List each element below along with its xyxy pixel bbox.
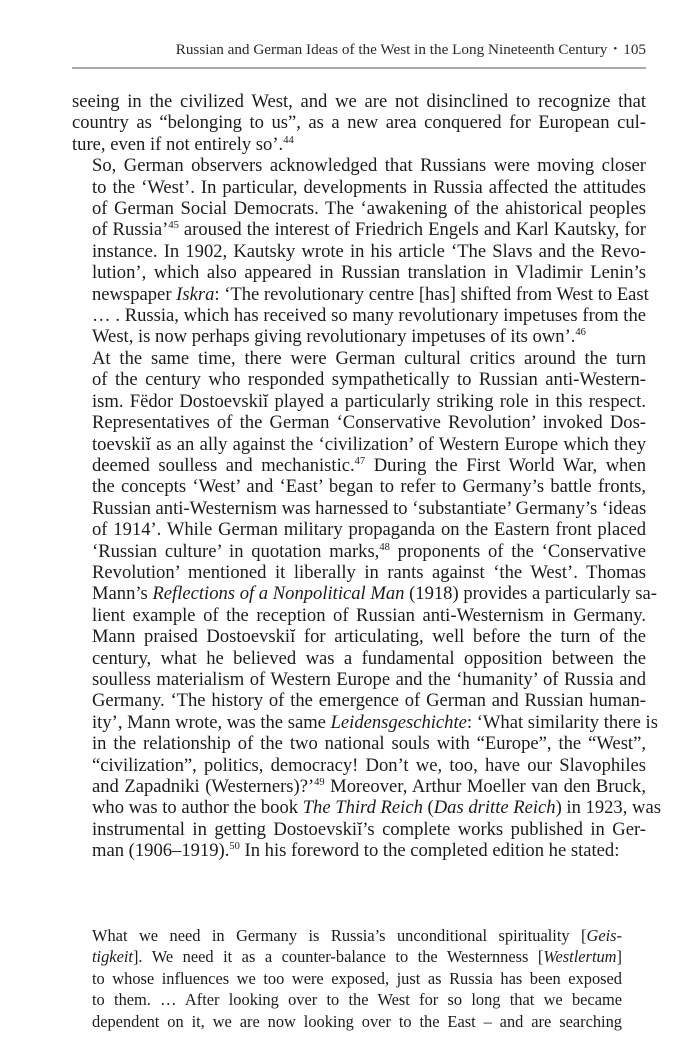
text-run: proponents of the ‘Conservative [389, 540, 646, 562]
text-run: ) in 1923, was [555, 797, 661, 819]
text-line [72, 198, 646, 219]
text-line [72, 776, 646, 797]
text-run: soulless materialism of Western Europe and the ‘humanity’ of Russia and [92, 668, 646, 690]
page-number: 105 [623, 41, 646, 58]
text-run: in the relationship of the two national souls with “Europe”, the “West”, [92, 733, 646, 755]
paragraph [72, 91, 646, 155]
italic-text: Leidensgeschichte [330, 711, 467, 733]
text-line [72, 177, 646, 198]
text-run: instrumental in getting Dostoevskiĭ’s complete works published in Ger- [92, 818, 646, 840]
text-line [72, 391, 646, 412]
text-run: During the First World War, when [365, 454, 647, 476]
footnote-ref[interactable]: 48 [379, 541, 390, 553]
text-run: the concepts ‘West’ and ‘East’ began to refer to Germany’s battle fronts, [92, 476, 646, 498]
text-run: to them. … After looking over to the West for so long that we became [92, 990, 622, 1010]
text-line [72, 112, 646, 133]
text-run: Revolution’ mentioned it liberally in rants against ‘the West’. Thomas [92, 561, 646, 583]
italic-text: tigkeit [92, 947, 133, 967]
text-line [72, 519, 646, 540]
italic-text: Iskra [176, 283, 215, 305]
text-line [72, 434, 646, 455]
quote-line [92, 925, 622, 946]
text-line [72, 583, 657, 605]
text-run: “civilization”, politics, democracy! Don’t we, too, have our Slavophiles [92, 754, 646, 776]
footnote-ref[interactable]: 44 [283, 134, 294, 146]
footnote-ref[interactable]: 49 [314, 777, 325, 788]
text-run: of the century who responded sympathetically to Russian anti-Western- [92, 369, 646, 391]
text-line [72, 219, 646, 240]
footnote-ref[interactable]: 45 [168, 220, 179, 232]
text-run: seeing in the civilized West, and we are not disinclined to recognize that [72, 91, 646, 112]
running-head-title: Russian and German Ideas of the West in the Long Nineteenth Century [175, 41, 608, 58]
text-line [72, 840, 646, 861]
text-run: ‘Russian culture’ in quotation marks, [92, 540, 380, 562]
text-run: At the same time, there were German cultural critics around the turn [92, 347, 646, 369]
paragraph [72, 347, 661, 862]
text-run: of 1914’. While German military propaganda on the Eastern front placed [92, 519, 646, 541]
text-run: Germany. ‘The history of the emergence of German and Russian human- [92, 690, 646, 712]
text-run: ity’, Mann wrote, was the same [92, 711, 331, 733]
text-run: Representatives of the German ‘Conservative Revolution’ invoked Dos- [92, 412, 646, 434]
text-run: In his foreword to the completed edition he stated: [239, 840, 620, 862]
text-line [72, 797, 661, 819]
text-run: deemed soulless and mechanistic. [92, 454, 355, 476]
quote-line [92, 1011, 622, 1032]
text-line [72, 91, 646, 112]
text-run: and Zapadniki (Westerners)?’ [92, 776, 315, 797]
bullet-separator-icon: • [613, 43, 618, 55]
text-run: lient example of the reception of Russian anti-Westernism in Germany. [92, 604, 646, 626]
text-line [72, 476, 646, 497]
text-line [72, 262, 646, 283]
text-line [72, 669, 646, 690]
text-line [72, 755, 646, 776]
text-run: Moreover, Arthur Moeller van den Bruck, [324, 776, 646, 797]
italic-text: The Third Reich [302, 797, 423, 819]
text-line [72, 348, 646, 369]
text-line [72, 605, 646, 626]
quote-line [92, 989, 622, 1010]
text-run: to the ‘West’. In particular, developments in Russia affected the attitudes [92, 176, 646, 198]
text-run: So, German observers acknowledged that Russians were moving closer [92, 155, 646, 177]
body-text [72, 91, 661, 862]
text-run: (1918) provides a particularly sa- [404, 583, 657, 605]
text-run: to whose influences we too were exposed, just as Russia has been exposed [92, 968, 622, 988]
block-quote [92, 925, 622, 1032]
text-line [72, 498, 646, 519]
text-run: who was to author the book [92, 797, 303, 819]
text-run: ]. We need it as a counter-balance to the Westernness [ [132, 947, 544, 967]
text-line [72, 134, 646, 155]
text-run: of Russia’ [92, 219, 169, 241]
text-line [72, 326, 646, 347]
text-line [72, 155, 646, 176]
text-line [72, 711, 658, 733]
text-run: century, what he believed was a fundamental opposition between the [92, 647, 646, 669]
text-line [72, 305, 646, 326]
italic-text: Reflections of a Nonpolitical Man [152, 583, 405, 605]
text-run: dependent on it, we are now looking over to the East – and are searching [92, 1011, 622, 1031]
footnote-ref[interactable]: 46 [575, 327, 586, 339]
text-run: Mann’s [92, 583, 153, 605]
text-run: lution’, which also appeared in Russian translation in Vladimir Lenin’s [92, 262, 646, 284]
text-run: country as “belonging to us”, as a new area conquered for European cul- [72, 112, 646, 134]
text-run: Russian anti-Westernism was harnessed to ‘substantiate’ Germany’s ‘ideas [92, 497, 647, 519]
text-run: What we need in Germany is Russia’s unconditional spirituality [ [92, 926, 587, 945]
text-run: of German Social Democrats. The ‘awakening of the ahistorical peoples [92, 198, 646, 220]
italic-text: Geis- [586, 926, 622, 945]
running-head [72, 40, 646, 59]
text-line [72, 626, 646, 647]
text-line [72, 283, 649, 305]
text-run: West, is now perhaps giving revolutionary impetuses of its own’. [92, 326, 576, 348]
text-run: aroused the interest of Friedrich Engels and Karl Kautsky, for [178, 219, 647, 241]
footnote-ref[interactable]: 50 [229, 841, 240, 853]
text-line [72, 733, 646, 754]
text-run: : ‘The revolutionary centre [has] shifted from West to East [214, 283, 649, 305]
text-line [72, 241, 646, 262]
text-run: instance. In 1902, Kautsky wrote in his article ‘The Slavs and the Revo- [92, 240, 646, 262]
text-line [72, 369, 646, 390]
quote-line [92, 946, 622, 967]
header-rule [72, 67, 646, 69]
text-run: Mann praised Dostoevskiĭ for articulating, well before the turn of the [92, 626, 646, 648]
text-run: ism. Fëdor Dostoevskiĭ played a particularly striking role in this respect. [92, 390, 646, 412]
text-line [72, 412, 646, 433]
text-run: newspaper [92, 283, 177, 305]
text-run: toevskiĭ as an ally against the ‘civilization’ of Western Europe which they [92, 433, 646, 455]
text-run: ( [422, 797, 434, 819]
footnote-ref[interactable]: 47 [354, 455, 366, 467]
text-line [72, 819, 646, 840]
text-run: … . Russia, which has received so many revolutionary impetuses from the [92, 305, 646, 327]
italic-text: Westlertum [543, 947, 617, 967]
text-run: ture, even if not entirely so’. [72, 133, 284, 155]
quote-line [92, 968, 622, 989]
text-run: : ‘What similarity there is [466, 711, 658, 733]
text-line [72, 690, 646, 711]
text-line [72, 562, 646, 583]
italic-text: Das dritte Reich [433, 797, 556, 819]
text-line [72, 455, 646, 476]
text-line [72, 541, 646, 562]
text-line [72, 648, 646, 669]
text-run: ] [616, 947, 622, 967]
text-run: man (1906–1919). [92, 840, 230, 862]
paragraph [72, 155, 649, 348]
